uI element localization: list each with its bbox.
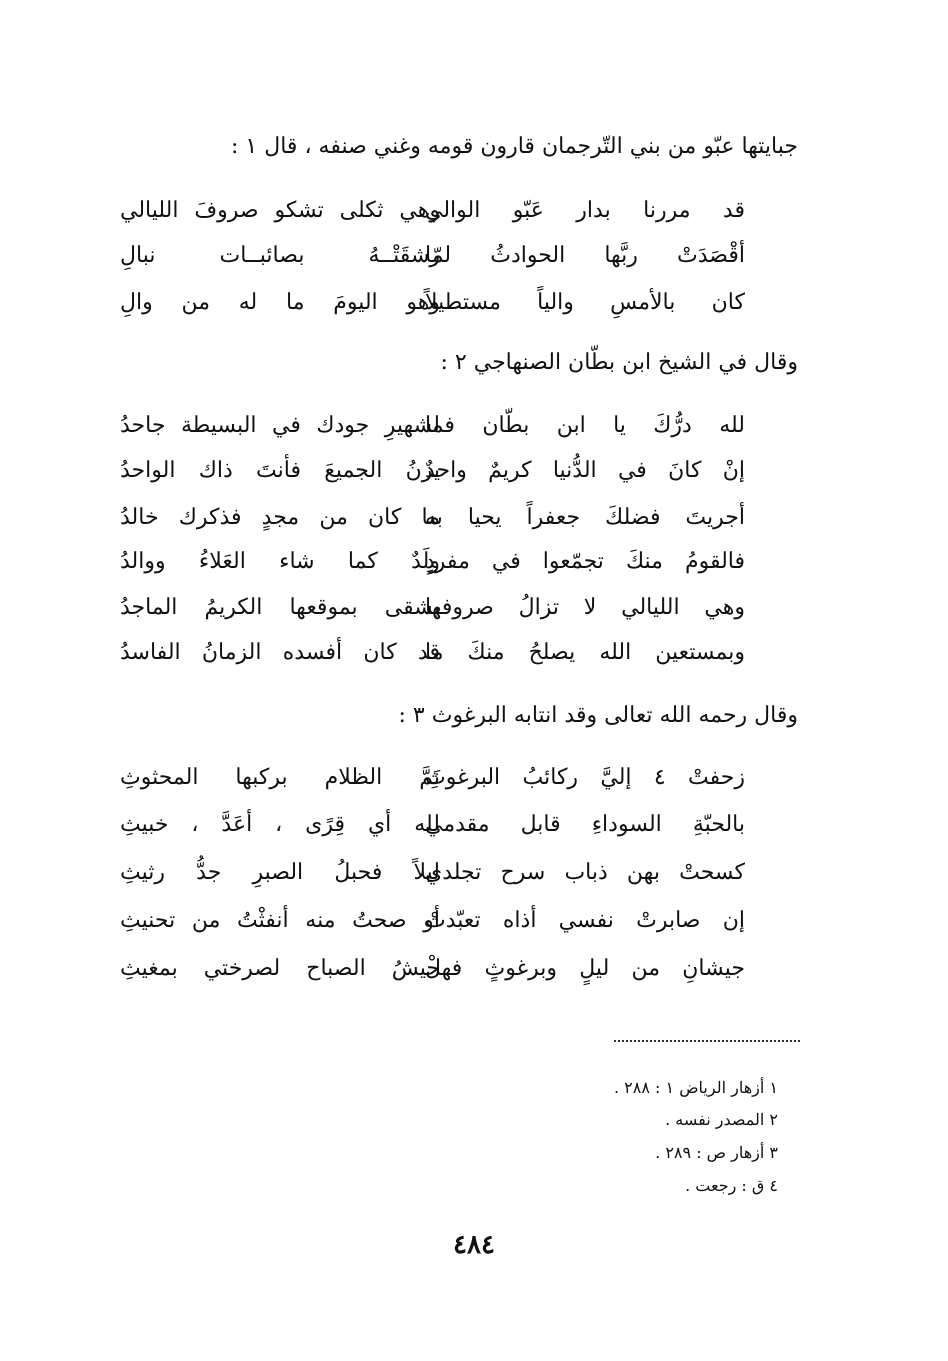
poem3-line3-first-hemistich: كسحتْ بهن ذباب سرح تجلدي [425, 860, 745, 885]
poem1-line2-second-hemistich: رشقَتْــهُ بصائبــات نبالِ [120, 243, 440, 268]
footnote-2: ٢ المصدر نفسه . [665, 1110, 778, 1129]
poem2-line3-second-hemistich: ما كان من مجدٍ فذكرك خالدُ [120, 505, 440, 530]
poem3-line2-second-hemistich: لله أي قِرًى ، أعَدَّ ، خبيثِ [120, 812, 440, 837]
poem1-line3-first-hemistich: كان بالأمسِ والياً مستطيلاً [425, 290, 745, 315]
poem3-line1-first-hemistich: زحفتْ ٤ إليَّ ركائبُ البرغوثِ [425, 765, 745, 790]
poem1-line2-first-hemistich: أقْصَدَتْ ربَّها الحوادثُ لمّا [425, 243, 745, 268]
intro-line-3: وقال رحمه الله تعالى وقد انتابه البرغوث ٣ : [398, 703, 798, 728]
poem2-line2-first-hemistich: إنْ كانَ في الدُّنيا كريمٌ واحدٌ [425, 458, 745, 483]
footnote-1: ١ أزهار الرياض ١ : ٢٨٨ . [614, 1078, 778, 1097]
poem2-line2-second-hemistich: يزنُ الجميعَ فأنتَ ذاك الواحدُ [120, 458, 440, 483]
poem1-line3-second-hemistich: وهو اليومَ ما له من والِ [120, 290, 440, 315]
page-number: ٤٨٤ [453, 1230, 495, 1260]
poem2-line1-first-hemistich: لله درُّكَ يا ابن بطّان فما [425, 413, 745, 438]
poem3-line4-second-hemistich: أو صحتُ منه أنفثْتُ من تحنيثِ [120, 908, 440, 933]
poem2-line5-first-hemistich: وهي الليالي لا تزالُ صروفها [425, 595, 745, 620]
poem3-line4-first-hemistich: إن صابرتْ نفسي أذاه تعبّدتْ [425, 908, 745, 933]
poem1-line1-second-hemistich: وهي ثكلى تشكو صروفَ الليالي [120, 198, 440, 223]
poem2-line1-second-hemistich: لشهيرِ جودك في البسيطة جاحدُ [120, 413, 440, 438]
footnote-separator [614, 1040, 800, 1042]
poem2-line3-first-hemistich: أجريتَ فضلكَ جعفراً يحيا به [425, 505, 745, 530]
poem3-line3-second-hemistich: ليلاً فحبلُ الصبرِ جدُّ رثيثِ [120, 860, 440, 885]
poem1-line1-first-hemistich: قد مررنا بدار عَبّو الوالي [425, 198, 745, 223]
footnote-3: ٣ أزهار ص : ٢٨٩ . [655, 1143, 778, 1162]
poem3-line5-second-hemistich: جيشُ الصباح لصرختي بمغيثِ [120, 956, 440, 981]
poem3-line1-second-hemistich: نَمَّ الظلام بركبها المحثوثِ [120, 765, 440, 790]
poem2-line6-second-hemistich: قد كان أفسده الزمانُ الفاسدُ [120, 640, 440, 665]
poem2-line6-first-hemistich: وبمستعين الله يصلحُ منكَ ما [425, 640, 745, 665]
poem3-line5-first-hemistich: جيشانِ من ليلٍ وبرغوثٍ فهلْ [425, 956, 745, 981]
poem2-line5-second-hemistich: يشقى بموقعها الكريمُ الماجدُ [120, 595, 440, 620]
intro-line-1: جبايتها عبّو من بني التّرجمان قارون قومه وغني صنفه ، قال ١ : [231, 134, 798, 159]
footnote-4: ٤ ق : رجعت . [685, 1176, 778, 1195]
poem3-line2-first-hemistich: بالحبّةِ السوداءِ قابل مقدمي [425, 812, 745, 837]
poem2-line4-first-hemistich: فالقومُ منكَ تجمّعوا في مفردٍ [425, 549, 745, 574]
poem2-line4-second-hemistich: ولَدٌ كما شاء العَلاءُ ووالدُ [120, 549, 440, 574]
intro-line-2: وقال في الشيخ ابن بطّان الصنهاجي ٢ : [440, 350, 798, 375]
